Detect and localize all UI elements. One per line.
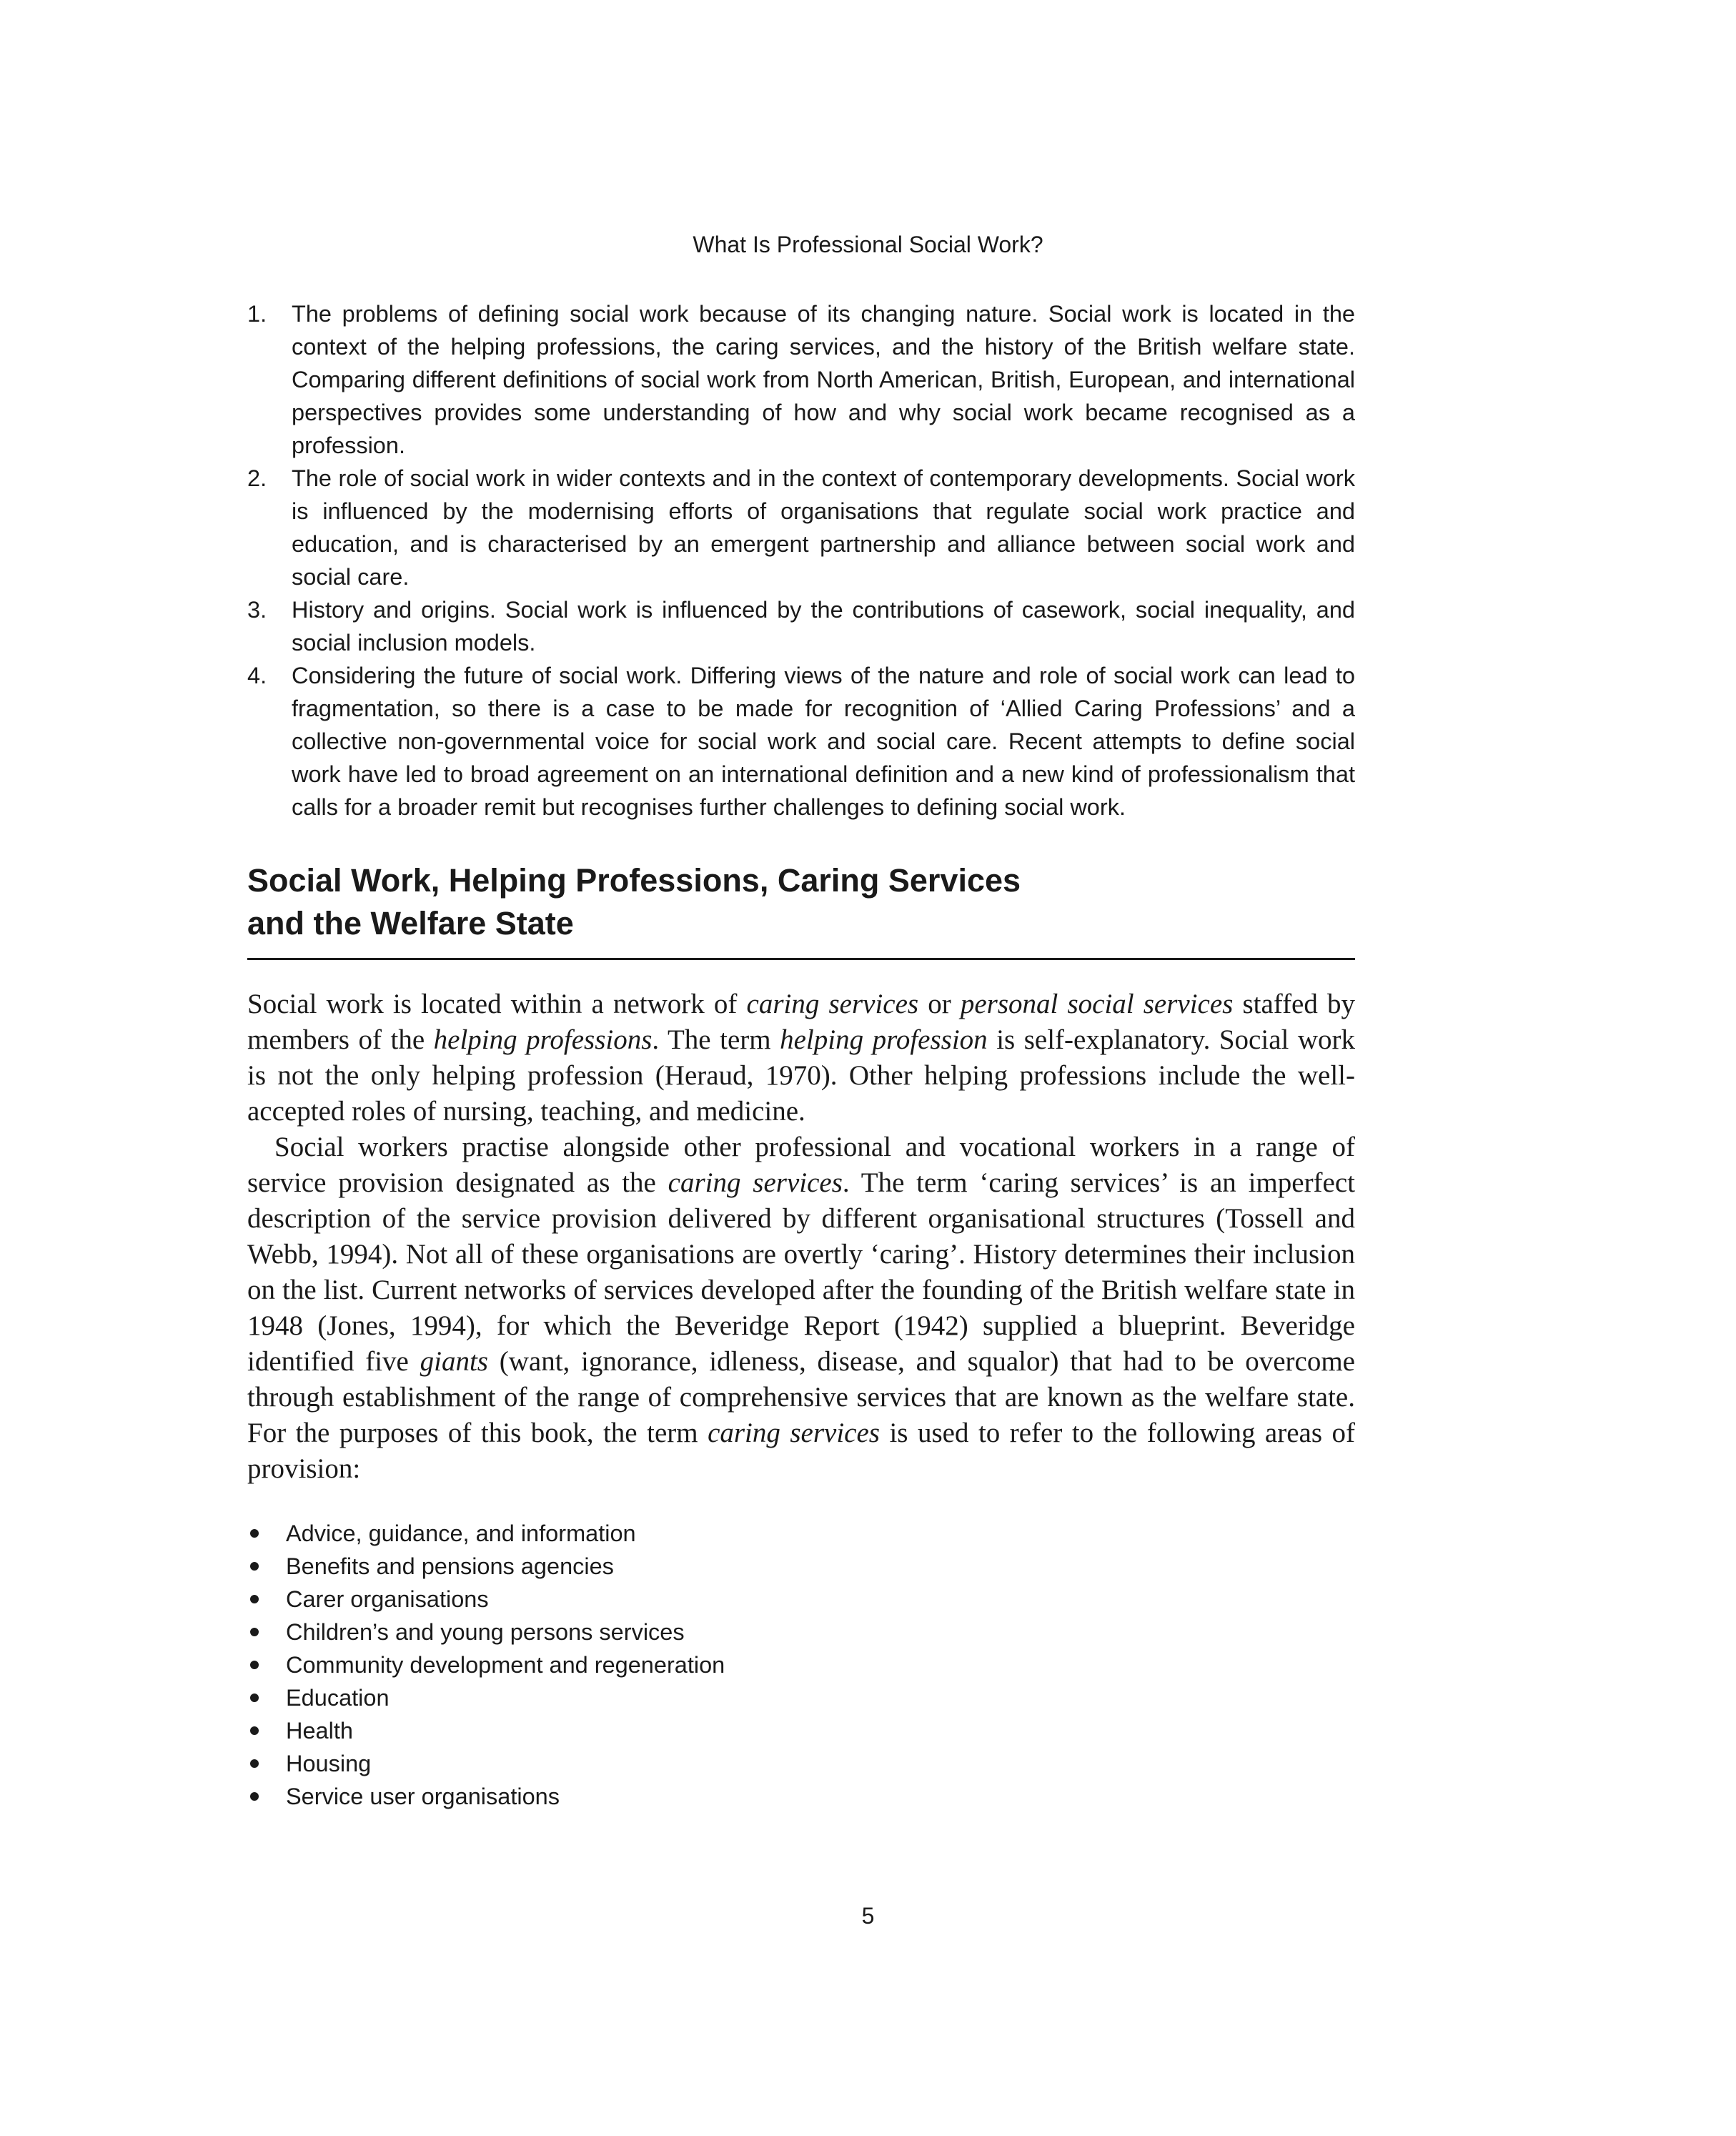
list-item-number: 4.	[247, 663, 267, 688]
list-item-text: The role of social work in wider contexts and in the context of contemporary developments. Social work is influenced by the modernising efforts of organisations that regulate social work practice and education, and is characterised by an emergent partnership and alliance between social work and social care.	[292, 465, 1355, 590]
section-heading-line-1: Social Work, Helping Professions, Caring Services	[247, 862, 1021, 899]
bullet-item-text: Carer organisations	[286, 1586, 489, 1612]
bullet-item	[247, 1714, 1355, 1747]
bullet-icon	[250, 1694, 259, 1702]
list-item-text: The problems of defining social work because of its changing nature. Social work is located in the context of the helping professions, the caring services, and the history of the British welfare state. Comparing different definitions of social work from North American, British, European, and international perspectives provides some understanding of how and why social work became recognised as a profession.	[292, 301, 1355, 458]
text-run: Social work is located within a network of	[247, 989, 747, 1019]
list-item-number: 2.	[247, 465, 267, 491]
emphasis-caring-services: caring services	[746, 989, 919, 1019]
bullet-item	[247, 1517, 1355, 1550]
chapter-outline-list	[247, 297, 1355, 824]
text-run: is used to refer to the following areas of provision:	[247, 1418, 1355, 1484]
emphasis-helping-profession: helping profession	[780, 1024, 988, 1055]
text-run: is self-explanatory. Social work is not the only helping profession (Heraud, 1970). Other helping professions include the well-accepted roles of nursing, teaching, and medicine.	[247, 1024, 1356, 1127]
emphasis-giants: giants	[420, 1346, 488, 1377]
list-item	[247, 659, 1355, 824]
list-item	[247, 462, 1355, 593]
section-heading	[247, 859, 1355, 960]
paragraph-1	[247, 987, 1355, 1129]
list-item-number: 1.	[247, 301, 267, 327]
text-run: staffed by members of the	[247, 989, 1355, 1055]
text-run: (want, ignorance, idleness, disease, and squalor) that had to be overcome through establishment of the range of comprehensive services that are known as the welfare state. For the purposes of this book, the term	[247, 1346, 1355, 1448]
bullet-item-text: Advice, guidance, and information	[286, 1521, 636, 1546]
bullet-item-text: Housing	[286, 1751, 372, 1776]
list-item-number: 3.	[247, 597, 267, 623]
list-item	[247, 297, 1355, 462]
text-run: . The term ‘caring services’ is an imperfect description of the service provision delivered by different organisational structures (Tossell and Webb, 1994). Not all of these organisations are overtly ‘caring’. History determines their inclusion on the list. Current networks of services developed after the founding of the British welfare state in 1948 (Jones, 1994), for which the Beveridge Report (1942) supplied a blueprint. Beveridge identified five	[247, 1167, 1355, 1377]
text-run: or	[918, 989, 961, 1019]
list-item-text: Considering the future of social work. Differing views of the nature and role of social work can lead to fragmentation, so there is a case to be made for recognition of ‘Allied Caring Professions’ and a collective non-governmental voice for social work and social care. Recent attempts to define social work have led to broad agreement on an international definition and a new kind of professionalism that calls for a broader remit but recognises further challenges to defining social work.	[292, 663, 1355, 820]
bullet-item	[247, 1747, 1355, 1780]
bullet-icon	[250, 1792, 259, 1801]
bullet-icon	[250, 1595, 259, 1603]
bullet-item-text: Education	[286, 1685, 390, 1711]
text-run: . The term	[652, 1024, 780, 1055]
bullet-icon	[250, 1529, 259, 1538]
bullet-icon	[250, 1726, 259, 1735]
bullet-item-text: Health	[286, 1718, 353, 1744]
bullet-icon	[250, 1628, 259, 1636]
bullet-icon	[250, 1562, 259, 1571]
section-heading-line-2: and the Welfare State	[247, 905, 574, 941]
provision-areas-list	[247, 1517, 1355, 1813]
bullet-icon	[250, 1759, 259, 1768]
page-number: 5	[861, 1903, 875, 1929]
bullet-item	[247, 1780, 1355, 1813]
bullet-item	[247, 1648, 1355, 1681]
bullet-item	[247, 1616, 1355, 1648]
paragraph-2	[247, 1129, 1355, 1487]
body-text	[247, 987, 1355, 1487]
bullet-item	[247, 1583, 1355, 1616]
list-item	[247, 593, 1355, 659]
bullet-item-text: Community development and regeneration	[286, 1652, 725, 1678]
list-item-text: History and origins. Social work is influenced by the contributions of casework, social inequality, and social inclusion models.	[292, 597, 1355, 656]
bullet-item-text: Service user organisations	[286, 1784, 560, 1809]
bullet-item	[247, 1681, 1355, 1714]
running-head: What Is Professional Social Work?	[693, 232, 1043, 257]
emphasis-caring-services: caring services	[708, 1418, 880, 1448]
text-run: Social workers practise alongside other professional and vocational workers in a range of service provision designated as the	[247, 1132, 1355, 1198]
bullet-item-text: Children’s and young persons services	[286, 1619, 685, 1645]
emphasis-helping-professions: helping professions	[433, 1024, 653, 1055]
emphasis-personal-social-services: personal social services	[960, 989, 1234, 1019]
bullet-icon	[250, 1661, 259, 1669]
bullet-item-text: Benefits and pensions agencies	[286, 1553, 614, 1579]
emphasis-caring-services: caring services	[668, 1167, 843, 1198]
bullet-item	[247, 1550, 1355, 1583]
